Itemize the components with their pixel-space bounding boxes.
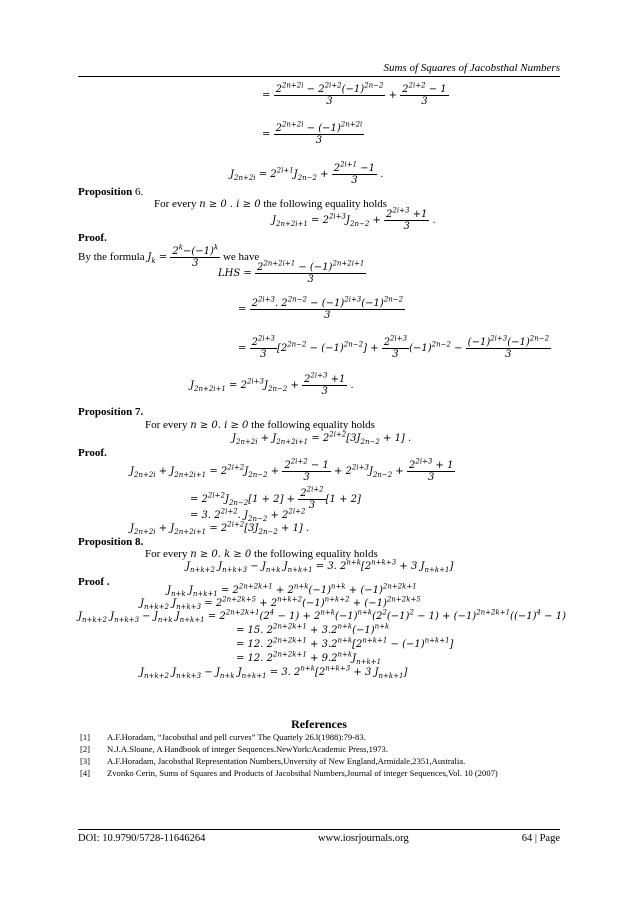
- formula-line: By the formula $J_k$ = $\frac{2^k-(-1)^k}{3}$ we have: [78, 243, 260, 269]
- proposition-7-statement: For every n ≥ 0. i ≥ 0 the following equality holds: [145, 419, 375, 431]
- equation-lhs-4: $J_{2n+2i+1} = 2^{2i+3}J_{2n-2}$ + $\frac{2^{2i+3} +1}{3}$ .: [190, 371, 354, 397]
- proposition-7-heading: Proposition 7.: [78, 406, 144, 418]
- reference-number: [3]: [80, 756, 91, 766]
- proposition-7-proof-4: $J_{2n+2i} + J_{2n+2i+1} = 2^{2i+2}[3J_{2n-2} + 1]$ .: [130, 520, 310, 536]
- running-header: Sums of Squares of Jacobsthal Numbers: [383, 62, 560, 74]
- proposition-8-heading: Proposition 8.: [78, 536, 144, 548]
- reference-text: Zvonko Cerin, Sums of Squares and Products of Jacobsthal Numbers,Journal of integer Sequences,Vol. 10 (2007): [107, 768, 498, 778]
- proposition-6-equation: $J_{2n+2i+1} = 2^{2i+3}J_{2n-2}$ + $\frac{2^{2i+3} +1}{3}$ .: [272, 206, 436, 232]
- reference-number: [4]: [80, 768, 91, 778]
- reference-number: [1]: [80, 732, 91, 742]
- proposition-8-proof-7: $J_{n+k+2}$ $J_{n+k+3} - J_{n+k}$ $J_{n+k+1} = 3$. $2^{n+k}[2^{n+k+3} + 3$ $J_{n+k+1}$]: [140, 664, 408, 680]
- proposition-8-proof-1: $J_{n+k}$ $J_{n+k+1} = 2^{2n+2k+1} + 2^{n+k}(-1)^{n+k} + (-1)^{2n+2k+1}$: [167, 582, 417, 598]
- equation-3: $J_{2n+2i} = 2^{2i+1}J_{2n-2}$ + $\frac{2^{2i+1} -1}{3}$ .: [230, 160, 384, 186]
- equation-2: = $\frac{2^{2n+2i} - (-1)^{2n+2i}}{3}$: [262, 120, 363, 146]
- reference-text: A.F.Horadam, “Jacobsthal and pell curves” The Quartely 26.l(1988):79-83.: [107, 732, 366, 742]
- proposition-6-statement: For every n ≥ 0 . i ≥ 0 the following equality holds: [154, 198, 388, 210]
- proposition-8-proof-6: = 12. $2^{2n+2k+1} + 9.2^{n+k}J_{n+k+1}$: [236, 650, 382, 666]
- equation-1: = $\frac{2^{2n+2i} - 2^{2i+2}(-1)^{2n-2}}{3}$ + $\frac{2^{2i+2} - 1}{3}$: [262, 81, 447, 107]
- reference-text: N.J.A.Sloane, A Handbook of integer Sequences.NewYork:Academic Press,1973.: [107, 744, 389, 754]
- footer-rule: [78, 829, 560, 830]
- equation-lhs-1: LHS = $\frac{2^{2n+2i+1} - (-1)^{2n+2i+1}}{3}$: [218, 259, 365, 285]
- proposition-8-proof-3: $J_{n+k+2}$ $J_{n+k+3} - J_{n+k}$ $J_{n+k+1} = 2^{2n+2k+1}(2^4 - 1) + 2^{n+k}(-1)^{n+k}(2^2(-1)^2 - 1) + (-1)^{2n+2k+1}((-1)^4 - 1)$: [78, 608, 566, 624]
- proposition-7-equation: $J_{2n+2i} + J_{2n+2i+1} = 2^{2i+2}[3J_{2n-2} + 1]$ .: [232, 430, 412, 446]
- equation-lhs-3: = $\frac{2^{2i+3}}{3}$ $[2^{2n-2} - (-1)^{2n-2}]$ + $\frac{2^{2i+3}}{3}$ $(-1)^{2n-2}$ − $\frac{(-1)^{2i+3}(-1)^{2n-2}}{3}$: [238, 334, 550, 360]
- proposition-7-proof-label: Proof.: [78, 447, 107, 459]
- proposition-7-proof-3: = 3. $2^{2i+2}$. $J_{2n-2} + 2^{2i+2}$: [190, 507, 306, 523]
- footer-doi: DOI: 10.9790/5728-11646264: [78, 833, 206, 844]
- reference-number: [2]: [80, 744, 91, 754]
- proposition-8-proof-label: Proof .: [78, 576, 110, 588]
- proposition-6-proof-label: Proof.: [78, 232, 107, 244]
- footer-site: www.iosrjournals.org: [318, 833, 409, 844]
- proposition-8-proof-2: $J_{n+k+2}$ $J_{n+k+3} = 2^{2n+2k+5} + 2^{n+k+2}(-1)^{n+k+2} + (-1)^{2n+2k+5}$: [140, 595, 421, 611]
- reference-text: A.F.Horadam, Jacobsthal Representation Numbers,Unversity of New England,Armidale,2351,Australia.: [107, 756, 466, 766]
- references-title: References: [291, 717, 347, 731]
- equation-lhs-2: = $\frac{2^{2i+3}. 2^{2n-2} - (-1)^{2i+3}(-1)^{2n-2}}{3}$: [238, 295, 404, 321]
- proposition-6-heading: Proposition 6.: [78, 186, 144, 198]
- proposition-7-proof-2: = $2^{2i+2}J_{2n-2}[1 + 2]$ + $\frac{2^{2i+2}}{3}$ [1 + 2]: [190, 485, 361, 511]
- proposition-8-proof-5: = 12. $2^{2n+2k+1} + 3.2^{n+k}[2^{n+k+1} - (-1)^{n+k+1}]$: [236, 636, 454, 650]
- footer-page-number: 64 | Page: [521, 833, 560, 844]
- proposition-8-statement: For every n ≥ 0. k ≥ 0 the following equality holds: [145, 548, 378, 560]
- header-rule: [78, 76, 560, 77]
- proposition-7-proof-1: $J_{2n+2i} + J_{2n+2i+1} = 2^{2i+2}J_{2n-2}$ + $\frac{2^{2i+2} - 1}{3}$ + $2^{2i+3}J_{2n-2}$ + $\frac{2^{2i+3} + 1}{3}$: [130, 457, 454, 483]
- proposition-8-proof-4: = 15. $2^{2n+2k+1} + 3.2^{n+k}(-1)^{n+k}$: [236, 622, 390, 636]
- proposition-8-equation: $J_{n+k+2}$ $J_{n+k+3} - J_{n+k}$ $J_{n+k+1} = 3$. $2^{n+k}[2^{n+k+3} + 3$ $J_{n+k+1}$]: [186, 558, 454, 574]
